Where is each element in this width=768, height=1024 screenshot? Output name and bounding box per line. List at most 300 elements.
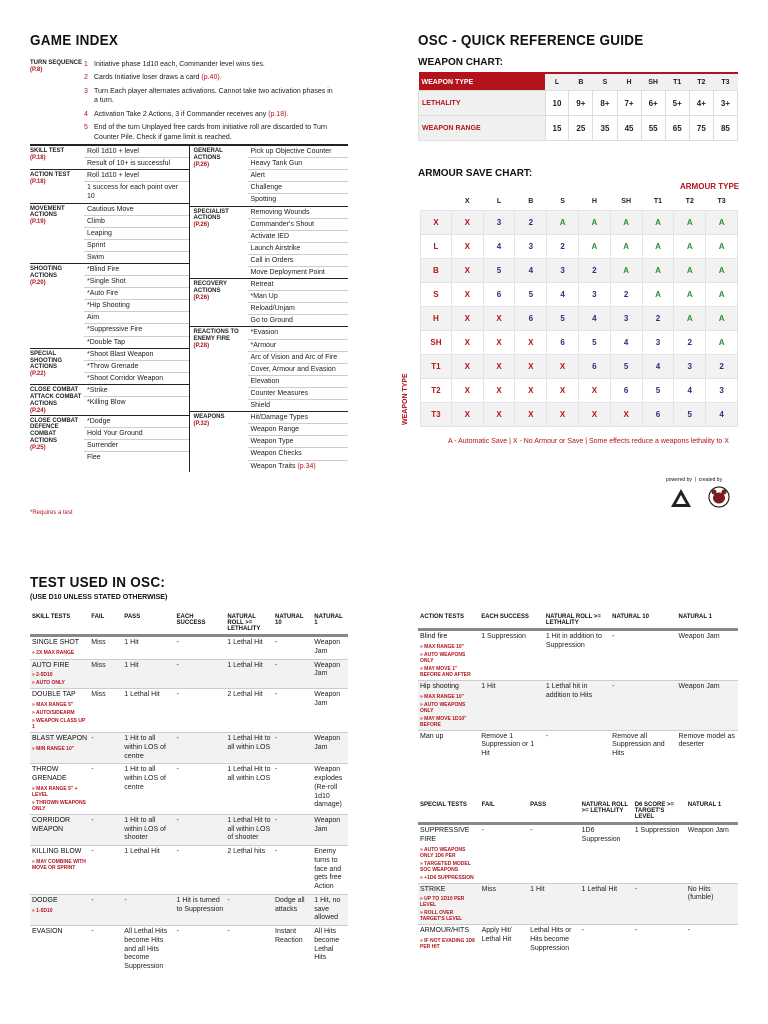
- test-name: Man up: [420, 732, 444, 740]
- index-section: [30, 385, 189, 416]
- armour-save-value: 4: [483, 235, 515, 259]
- test-condition: » AUTO WEAPONS ONLY: [420, 701, 466, 714]
- armour-save-value: A: [578, 211, 610, 235]
- test-condition: » WEAPON CLASS UP 1: [32, 718, 86, 730]
- index-item: Climb: [84, 216, 189, 228]
- special-tests-table: [418, 800, 738, 956]
- test-result-cell: 1 Hit to all within LOS of shooter: [122, 814, 174, 845]
- test-result-cell: -: [273, 814, 312, 845]
- index-item: *Double Tap: [87, 338, 126, 346]
- turn-step: [84, 108, 348, 121]
- armour-save-value: 5: [674, 403, 706, 427]
- section-page: (P.18): [30, 179, 46, 186]
- test-column-header: EACH SUCCESS: [479, 612, 544, 630]
- test-name-cell: [30, 733, 89, 764]
- armour-save-value: A: [642, 259, 674, 283]
- armour-save-value: X: [483, 379, 515, 403]
- armour-type-header: SH: [621, 197, 632, 205]
- test-condition: » 2-5D10: [32, 672, 53, 679]
- weapon-chart-value: 85: [713, 116, 737, 141]
- weapon-row-label: LETHALITY: [419, 91, 546, 116]
- created-by-label: created by: [698, 477, 723, 483]
- index-item: Reload/Unjam: [248, 303, 349, 315]
- armour-save-value: 4: [578, 307, 610, 331]
- turn-step-number: 5: [84, 124, 88, 132]
- armour-save-value: 6: [642, 403, 674, 427]
- armour-save-value: A: [642, 283, 674, 307]
- index-section: [190, 146, 349, 206]
- index-section-label: [30, 385, 84, 415]
- armour-save-value: X: [451, 259, 483, 283]
- section-name: CLOSE COMBAT DEFENCE COMBAT ACTIONS: [30, 417, 79, 445]
- index-section: [30, 349, 189, 385]
- index-item: Swim: [87, 253, 105, 261]
- test-column-header: NATURAL 10: [610, 612, 676, 630]
- armour-save-value: 6: [578, 355, 610, 379]
- test-name: AUTO FIRE: [32, 661, 70, 669]
- index-item: Aim: [84, 312, 189, 324]
- index-section-label: [30, 416, 84, 463]
- test-row: [418, 730, 738, 761]
- armour-save-chart: [420, 192, 738, 427]
- index-item: Sprint: [84, 240, 189, 252]
- test-condition: » MAY MOVE 1D10" BEFORE: [420, 715, 467, 728]
- test-column-header: SKILL TESTS: [30, 612, 89, 636]
- test-name: Blind fire: [420, 633, 448, 640]
- test-name: CORRIDOR WEAPON: [32, 816, 71, 833]
- test-result-cell: Remove model as deserter: [677, 730, 739, 761]
- weapon-chart-header: [419, 73, 738, 91]
- test-condition: » 1-5D10: [32, 907, 53, 914]
- armour-type-header: X: [464, 197, 470, 205]
- test-result-cell: -: [175, 926, 226, 974]
- section-page: (P.26): [193, 222, 210, 229]
- test-name-cell: [418, 630, 479, 681]
- test-result-cell: All Lethal Hits become Hits and all Hits become Suppression: [122, 926, 174, 974]
- armour-type-header: T3: [717, 197, 726, 205]
- test-result-cell: 1 Hit to all within LOS of centre: [122, 764, 174, 815]
- armour-save-value: A: [706, 211, 738, 235]
- test-condition: » 2X MAX RANGE: [32, 649, 75, 656]
- test-name: ARMOUR/HITS: [420, 927, 469, 935]
- test-name: STRIKE: [420, 885, 446, 893]
- armour-save-value: X: [547, 355, 579, 379]
- weapon-chart-value: 45: [617, 116, 641, 141]
- index-item: *Killing Blow: [87, 399, 126, 407]
- weapon-type-corner: WEAPON TYPE: [419, 73, 546, 91]
- turn-step: [84, 71, 348, 84]
- index-item: *Hip Shooting: [84, 300, 189, 312]
- armour-save-value: 4: [515, 259, 547, 283]
- index-right-column: [190, 146, 349, 472]
- page-ref: (p.34): [297, 462, 316, 470]
- test-result-cell: -: [225, 894, 273, 925]
- armour-save-value: 4: [547, 283, 579, 307]
- armour-save-value: X: [451, 331, 483, 355]
- test-result-cell: 1 Hit: [479, 680, 544, 730]
- armour-save-value: X: [451, 283, 483, 307]
- index-item: Roll 1d10 + level: [84, 170, 189, 182]
- armour-save-value: 4: [610, 331, 642, 355]
- armour-save-value: A: [610, 211, 642, 235]
- index-left-column: [30, 146, 190, 472]
- test-name-cell: [30, 659, 89, 689]
- index-section-items: [248, 207, 349, 279]
- weapon-type-row-label: L: [421, 235, 452, 259]
- index-item: *Dodge: [84, 416, 189, 428]
- index-item: *Man Up: [248, 291, 349, 303]
- index-item: *Evasion: [248, 327, 349, 339]
- weapon-type-row-label: H: [421, 307, 452, 331]
- armour-save-value: A: [674, 283, 706, 307]
- weapon-type-header: SH: [648, 78, 658, 86]
- armour-save-value: 3: [515, 235, 547, 259]
- test-column-header: PASS: [528, 800, 579, 824]
- armour-save-value: X: [578, 379, 610, 403]
- test-result-cell: Weapon Jam: [677, 630, 739, 681]
- index-section-items: [84, 170, 189, 202]
- test-result-cell: Miss: [89, 689, 122, 733]
- test-result-cell: 1 Lethal Hit to all within LOS: [225, 764, 273, 815]
- armour-save-value: 3: [610, 307, 642, 331]
- weapon-type-header: T1: [673, 78, 682, 86]
- test-condition: » IF NOT EVADING 1D6 PER HIT: [420, 938, 475, 950]
- test-result-cell: 1 Suppression: [479, 630, 544, 681]
- test-result-cell: 1 Hit: [122, 659, 174, 689]
- weapon-type-row-label: SH: [421, 331, 452, 355]
- armour-save-value: 2: [578, 259, 610, 283]
- test-result-cell: 1D6 Suppression: [580, 824, 633, 884]
- armour-save-value: 5: [547, 307, 579, 331]
- armour-save-value: 2: [642, 307, 674, 331]
- test-condition: » MIN RANGE 10": [32, 745, 75, 752]
- test-column-header: EACH SUCCESS: [175, 612, 226, 636]
- armour-chart-row: [421, 355, 738, 379]
- test-name-cell: [30, 814, 89, 845]
- test-row: [30, 659, 348, 689]
- test-condition: » MAY MOVE 1" BEFORE AND AFTER: [420, 665, 471, 678]
- section-page: (P.25): [30, 445, 46, 452]
- test-condition: » MAY COMBINE WITH MOVE OR SPRINT: [32, 858, 86, 871]
- armour-save-value: X: [547, 379, 579, 403]
- game-index: [30, 58, 348, 472]
- index-item: Elevation: [248, 376, 349, 388]
- weapon-row-label: WEAPON RANGE: [419, 116, 546, 141]
- test-row: [418, 630, 738, 681]
- test-condition: » THROWN WEAPONS ONLY: [32, 799, 86, 812]
- test-table-header: [30, 612, 348, 636]
- armour-save-value: X: [610, 403, 642, 427]
- armour-save-value: X: [547, 403, 579, 427]
- armour-save-value: 4: [642, 355, 674, 379]
- armour-type-header: H: [591, 197, 597, 205]
- weapon-chart-row: [419, 91, 738, 116]
- turn-step: [84, 85, 348, 108]
- weapon-type-header: L: [554, 78, 560, 86]
- turn-step-number: 2: [84, 74, 88, 82]
- test-result-cell: 1 Lethal Hit: [580, 883, 633, 925]
- test-result-cell: 1 Lethal Hit: [122, 846, 174, 895]
- section-name: SPECIAL SHOOTING ACTIONS: [30, 350, 63, 371]
- test-result-cell: Weapon Jam: [686, 824, 738, 884]
- section-page: (P.18): [30, 154, 46, 161]
- test-result-cell: 1 Hit, no save allowed: [312, 894, 348, 925]
- index-item: Pick up Objective Counter: [248, 146, 349, 158]
- test-result-cell: Miss: [89, 659, 122, 689]
- index-item: Launch Airstrike: [248, 243, 349, 255]
- armour-save-value: 5: [515, 283, 547, 307]
- test-result-cell: -: [89, 814, 122, 845]
- test-name: THROW GRENADE: [32, 766, 67, 782]
- weapon-chart-value: 3+: [713, 91, 737, 116]
- weapon-type-header: B: [578, 78, 584, 86]
- armour-chart-row: [421, 403, 738, 427]
- test-condition: » +1D6 SUPPRESSION: [420, 874, 474, 881]
- weapon-chart-value: 35: [593, 116, 617, 141]
- test-condition: » TARGETED MODEL SOC WEAPONS: [420, 860, 471, 873]
- test-result-cell: Weapon Jam: [312, 814, 348, 845]
- index-section: [30, 204, 189, 264]
- index-item: Surrender: [84, 440, 189, 452]
- armour-chart-row: [421, 331, 738, 355]
- test-condition: » AUTO/SIDEARM: [32, 710, 75, 716]
- action-tests-table: [418, 612, 738, 761]
- test-column-header: NATURAL 1: [686, 800, 738, 824]
- test-name: DODGE: [32, 896, 58, 904]
- turn-step: [84, 121, 348, 144]
- armour-save-value: X: [451, 211, 483, 235]
- credits: powered by | created by: [666, 477, 723, 483]
- armour-chart-row: [421, 283, 738, 307]
- test-result-cell: -: [273, 689, 312, 733]
- armour-save-value: 6: [547, 331, 579, 355]
- test-row: [30, 926, 348, 974]
- test-result-cell: 1 Suppression: [633, 824, 686, 884]
- test-name: BLAST WEAPON: [32, 735, 88, 742]
- index-section: [30, 416, 189, 463]
- index-item: Retreat: [248, 279, 349, 291]
- index-item: Hold Your Ground: [84, 428, 189, 440]
- armour-save-value: X: [483, 307, 515, 331]
- index-section-label: [30, 170, 84, 202]
- armour-save-value: X: [451, 355, 483, 379]
- test-column-header: NATURAL ROLL >= LETHALITY: [225, 612, 273, 636]
- test-result-cell: 1 Lethal Hit: [225, 636, 273, 660]
- test-name-cell: [30, 764, 89, 815]
- index-item: Weapon Traits (p.34): [250, 462, 316, 470]
- armour-corner: [421, 192, 452, 211]
- tests-subtitle: (USE D10 UNLESS STATED OTHERWISE): [30, 594, 168, 601]
- armour-save-value: 3: [547, 259, 579, 283]
- armour-save-value: A: [578, 235, 610, 259]
- weapon-type-row-label: B: [421, 259, 452, 283]
- armour-save-value: 4: [706, 403, 738, 427]
- index-item: Result of 10+ is successful: [87, 160, 171, 168]
- index-item: Flee: [87, 453, 101, 461]
- test-row: [30, 733, 348, 764]
- test-row: [30, 894, 348, 925]
- test-condition: » MAX RANGE 5" + LEVEL: [32, 785, 78, 798]
- armour-type-header: T1: [653, 197, 663, 205]
- weapon-type-header: T3: [721, 78, 730, 86]
- section-page: (P.26): [193, 161, 210, 168]
- index-section-label: [190, 279, 248, 326]
- section-page: (P.26): [193, 294, 210, 301]
- index-section-items: [84, 416, 189, 463]
- powered-by-label: powered by: [666, 477, 692, 483]
- armour-save-value: 3: [578, 283, 610, 307]
- weapon-chart-value: 8+: [593, 91, 617, 116]
- test-result-cell: -: [175, 846, 226, 895]
- test-result-cell: Instant Reaction: [273, 926, 312, 974]
- armour-save-value: 6: [483, 283, 515, 307]
- test-result-cell: 1 Hit: [122, 636, 174, 660]
- index-item: Commander's Shout: [248, 219, 349, 231]
- index-item: 1 success for each point over 10: [87, 184, 179, 201]
- turn-step-number: 4: [84, 110, 88, 118]
- test-table-header: [418, 800, 738, 824]
- test-column-header: SPECIAL TESTS: [418, 800, 480, 824]
- armour-type-header: S: [560, 197, 565, 205]
- index-section-items: [84, 349, 189, 384]
- test-row: [418, 925, 738, 956]
- turn-step-text: End of the turn Unplayed free cards from initiative roll are discarded to Turn Counter Pile. Check if game limit is reached.: [94, 124, 328, 141]
- section-name: GENERAL ACTIONS: [193, 148, 223, 161]
- test-row: [418, 883, 738, 925]
- section-page: (P.28): [193, 343, 210, 350]
- test-row: [418, 680, 738, 730]
- test-name-cell: [30, 846, 89, 895]
- index-item: Challenge: [248, 182, 349, 194]
- armour-save-value: 3: [483, 211, 515, 235]
- index-item: Spotting: [250, 196, 277, 204]
- turn-step: [84, 58, 348, 71]
- requires-test-note: *Requires a test: [30, 510, 73, 516]
- armour-save-value: 5: [610, 355, 642, 379]
- armour-save-value: X: [515, 379, 547, 403]
- test-condition: » AUTO ONLY: [32, 680, 65, 687]
- index-item: Move Deployment Point: [250, 269, 325, 276]
- turn-step-text: Initiative phase 1d10 each, Commander level wins ties.: [94, 61, 265, 68]
- test-result-cell: Miss: [89, 636, 122, 660]
- test-row: [30, 814, 348, 845]
- armour-chart-row: [421, 235, 738, 259]
- armour-save-value: 3: [674, 355, 706, 379]
- index-item: *Auto Fire: [84, 288, 189, 300]
- test-result-cell: Weapon explodes (Re-roll 1d10 damage): [312, 764, 348, 815]
- test-result-cell: Apply Hit/ Lethal Hit: [480, 925, 529, 956]
- test-column-header: NATURAL 1: [677, 612, 739, 630]
- test-condition: » MAX RANGE 10": [420, 693, 465, 700]
- test-row: [30, 846, 348, 895]
- section-page: (P.22): [30, 371, 46, 378]
- turn-steps: [84, 58, 348, 144]
- armour-type-header: L: [496, 197, 502, 205]
- test-column-header: NATURAL ROLL >= LETHALITY: [580, 800, 633, 824]
- armour-save-value: A: [610, 235, 642, 259]
- test-row: [418, 824, 738, 884]
- armour-save-value: X: [451, 235, 483, 259]
- index-item: *Armour: [248, 340, 349, 352]
- armour-save-value: 5: [578, 331, 610, 355]
- index-item: Alert: [248, 170, 349, 182]
- index-item: Hit/Damage Types: [248, 412, 349, 424]
- test-result-cell: Weapon Jam: [312, 733, 348, 764]
- section-name: CLOSE COMBAT ATTACK COMBAT ACTIONS: [30, 386, 82, 407]
- test-result-cell: All Hits become Lethal Hits: [312, 926, 348, 974]
- armour-save-value: X: [515, 331, 547, 355]
- section-page: (P.24): [30, 407, 46, 414]
- test-condition: » UP TO 1D10 PER LEVEL: [420, 896, 465, 909]
- armour-chart-row: [421, 379, 738, 403]
- armour-save-value: A: [547, 211, 579, 235]
- index-section-items: [248, 146, 349, 205]
- test-result-cell: -: [89, 926, 122, 974]
- test-condition: » AUTO WEAPONS ONLY: [420, 651, 466, 664]
- test-result-cell: -: [122, 894, 174, 925]
- armour-save-value: X: [451, 307, 483, 331]
- weapon-chart-value: 4+: [689, 91, 713, 116]
- index-item: Shield: [250, 402, 270, 410]
- test-result-cell: Lethal Hits or Hits become Suppression: [528, 925, 579, 956]
- page-ref: (p.18).: [268, 110, 289, 118]
- index-item: Removing Wounds: [248, 207, 349, 219]
- armour-save-value: X: [515, 355, 547, 379]
- index-section-label: [190, 146, 248, 205]
- index-section: [30, 264, 189, 349]
- index-section: [190, 412, 349, 471]
- weapon-chart-value: 6+: [641, 91, 665, 116]
- test-condition: » MAX RANGE 5": [32, 702, 74, 708]
- weapon-type-header: H: [626, 78, 632, 86]
- armour-save-value: A: [706, 331, 738, 355]
- index-item: Cautious Move: [84, 204, 189, 216]
- index-section-label: [190, 207, 248, 279]
- armour-save-value: 3: [642, 331, 674, 355]
- weapon-type-row-label: T3: [421, 403, 452, 427]
- section-name: RECOVERY ACTIONS: [193, 281, 227, 294]
- test-row: [30, 636, 348, 660]
- weapon-chart-value: 15: [545, 116, 569, 141]
- index-item: Roll 1d10 + level: [84, 146, 189, 158]
- index-section: [30, 146, 189, 170]
- armour-save-value: 2: [610, 283, 642, 307]
- test-column-header: FAIL: [480, 800, 529, 824]
- test-result-cell: Dodge all attacks: [273, 894, 312, 925]
- index-item: Weapon Type: [248, 436, 349, 448]
- tests-title: TEST USED IN OSC:: [30, 574, 166, 591]
- test-name-cell: [418, 824, 480, 884]
- test-row: [30, 764, 348, 815]
- armour-save-value: 5: [642, 379, 674, 403]
- test-name-cell: [418, 730, 479, 761]
- test-result-cell: -: [610, 630, 676, 681]
- armour-save-value: 4: [674, 379, 706, 403]
- armour-legend: A - Automatic Save | X - No Armour or Save | Some effects reduce a weapons lethality to X: [448, 438, 729, 445]
- test-column-header: ACTION TESTS: [418, 612, 479, 630]
- test-result-cell: 1 Hit: [528, 883, 579, 925]
- armour-save-value: X: [451, 379, 483, 403]
- armour-save-value: A: [674, 307, 706, 331]
- armour-save-value: 5: [483, 259, 515, 283]
- test-row: [30, 689, 348, 733]
- index-section-items: [84, 264, 189, 348]
- test-name-cell: [30, 689, 89, 733]
- test-name: SINGLE SHOT: [32, 639, 80, 646]
- test-result-cell: Remove 1 Suppression or 1 Hit: [479, 730, 544, 761]
- index-section-label: [30, 349, 84, 384]
- test-result-cell: Weapon Jam: [312, 659, 348, 689]
